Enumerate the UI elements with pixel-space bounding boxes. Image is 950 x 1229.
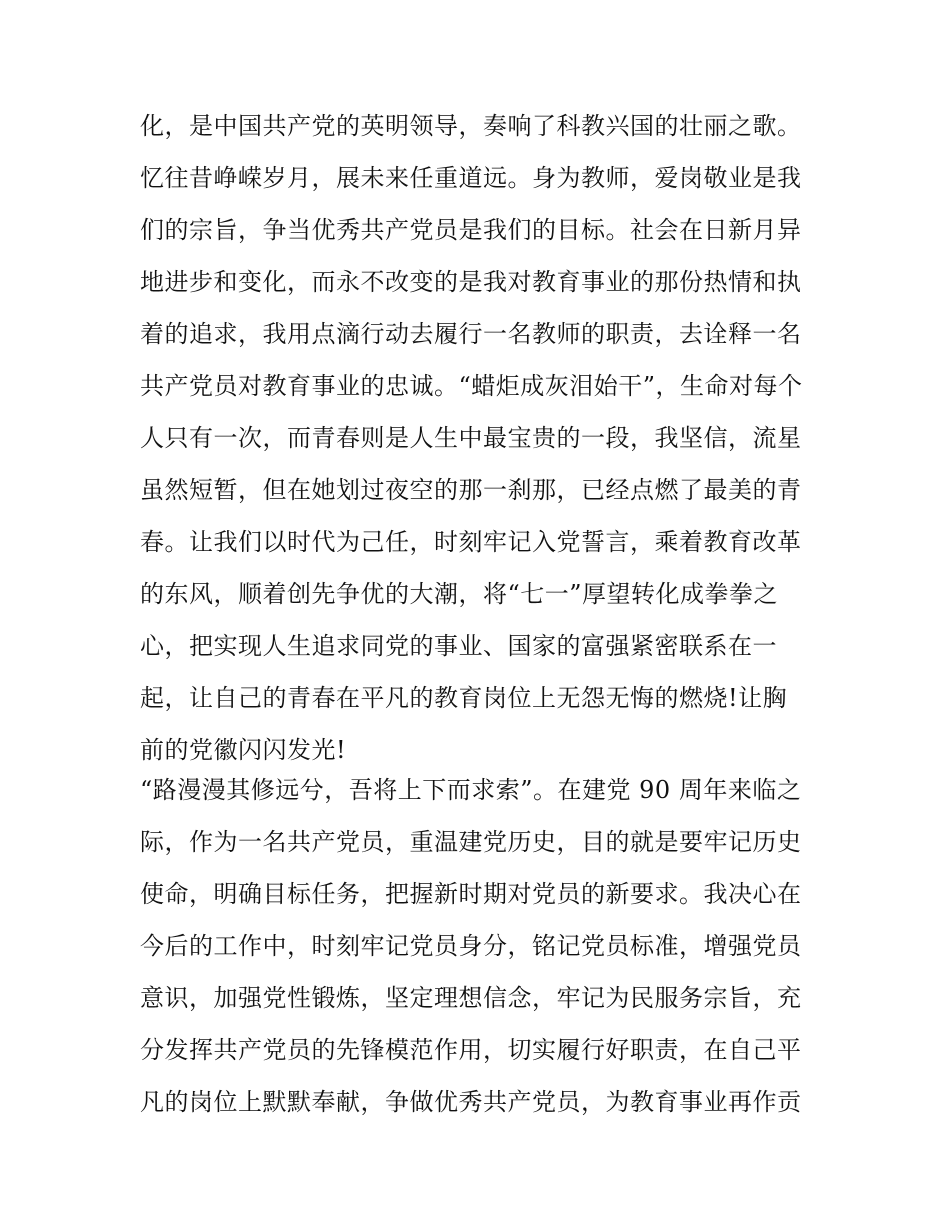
text-line: 今后的工作中，时刻牢记党员身分，铭记党员标准，增强党员 xyxy=(140,932,802,960)
text-line: 共产党员对教育事业的忠诚。“蜡炬成灰泪始干”，生命对每个 xyxy=(140,372,803,400)
text-line: 化，是中国共产党的英明领导，奏响了科教兴国的壮丽之歌。 xyxy=(140,112,802,140)
text-line: 分发挥共产党员的先锋模范作用，切实履行好职责，在自己平 xyxy=(140,1036,802,1064)
text-line: 意识，加强党性锻炼，坚定理想信念，牢记为民服务宗旨，充 xyxy=(140,984,802,1012)
text-line: 们的宗旨，争当优秀共产党员是我们的目标。社会在日新月异 xyxy=(140,216,802,244)
text-line: 前的党徽闪闪发光! xyxy=(140,736,347,764)
text-line: 起，让自己的青春在平凡的教育岗位上无怨无悔的燃烧!让胸 xyxy=(140,684,788,712)
text-line: 心，把实现人生追求同党的事业、国家的富强紧密联系在一 xyxy=(140,632,777,660)
text-line: 着的追求，我用点滴行动去履行一名教师的职责，去诠释一名 xyxy=(140,320,802,348)
text-line: 使命，明确目标任务，把握新时期对党员的新要求。我决心在 xyxy=(140,880,802,908)
text-line: 的东风，顺着创先争优的大潮，将“七一”厚望转化成拳拳之 xyxy=(140,580,779,608)
text-line: 地进步和变化，而永不改变的是我对教育事业的那份热情和执 xyxy=(140,268,802,296)
text-line: 际，作为一名共产党员，重温建党历史，目的就是要牢记历史 xyxy=(140,828,802,856)
text-line: 虽然短暂，但在她划过夜空的那一刹那，已经点燃了最美的青 xyxy=(140,476,802,504)
text-line: “路漫漫其修远兮，吾将上下而求索”。在建党 90 周年来临之 xyxy=(140,776,802,804)
text-line: 人只有一次，而青春则是人生中最宝贵的一段，我坚信，流星 xyxy=(140,424,802,452)
text-line: 忆往昔峥嵘岁月，展未来任重道远。身为教师，爱岗敬业是我 xyxy=(140,164,802,192)
text-line: 春。让我们以时代为己任，时刻牢记入党誓言，乘着教育改革 xyxy=(140,528,802,556)
text-line: 凡的岗位上默默奉献，争做优秀共产党员，为教育事业再作贡 xyxy=(140,1088,802,1116)
